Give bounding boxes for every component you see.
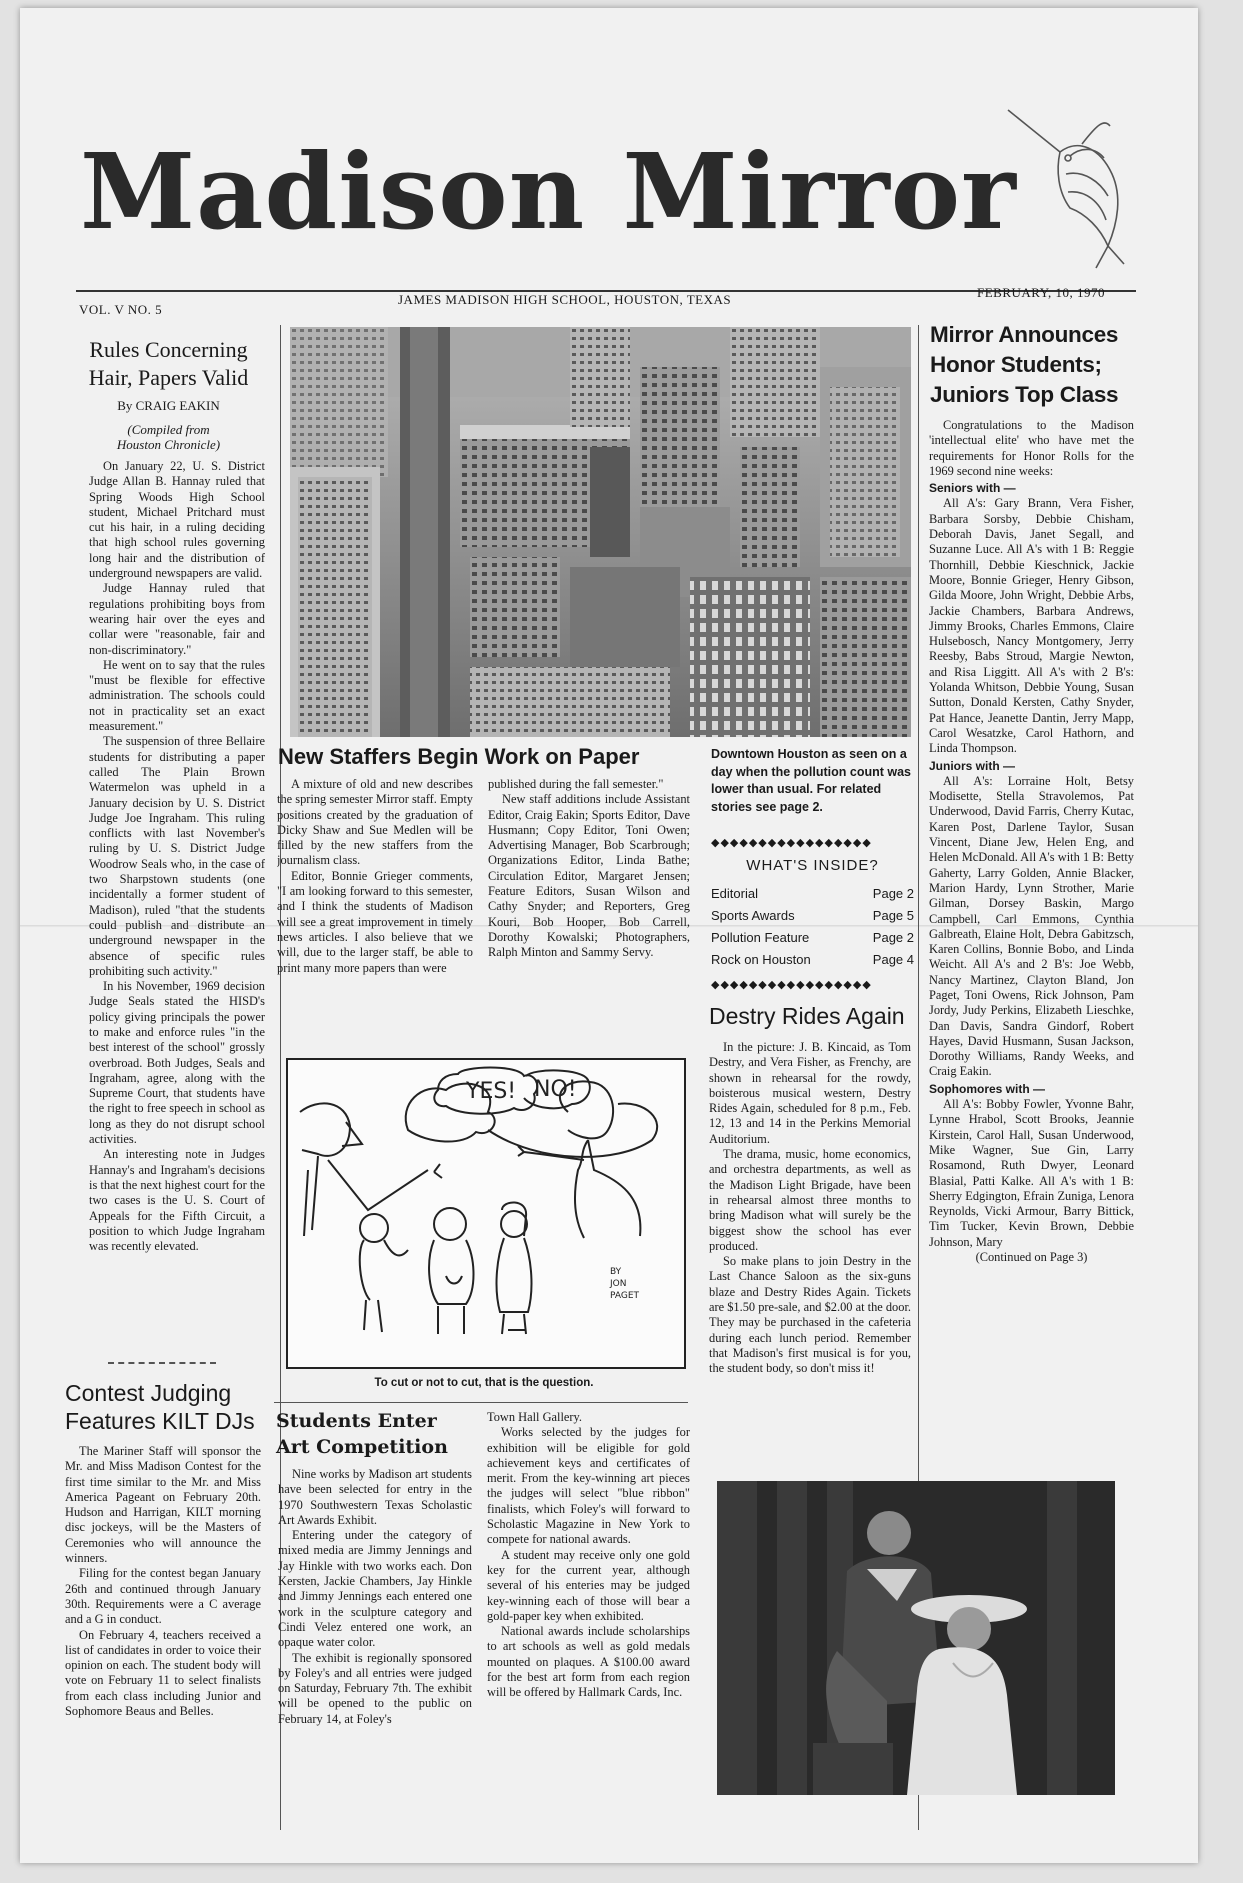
whats-inside-list: [711, 883, 914, 971]
paragraph: In his November, 1969 decision Judge Seals stated the HISD's policy giving principals the power to make and enforce rules "in the best interest of the school" grossly overbroad. Both Judges, Seals and Ingraham, agree, along with the Supreme Court, that students have the right to free speech in school as long as they do not disrupt school activities.: [89, 979, 265, 1147]
inside-item-label: Pollution Feature: [711, 930, 810, 945]
masthead-title: Madison Mirror: [80, 130, 1017, 253]
paragraph: Works selected by the judges for exhibition will be eligible for gold achievement keys and certificates of merit. From the key-winning art pieces the judges will select "blue ribbon" finalists, which Foley's will forward to Scholastic Magazine in New York to compete for national awards.: [487, 1425, 690, 1547]
inside-item: [711, 883, 914, 905]
paragraph: All A's: Bobby Fowler, Yvonne Bahr, Lynne Hrabol, Scott Brooks, Jeannie Kirstein, Carol Hall, Susan Underwood, Mike Wagner, Sue Gin, Larry Rosamond, Ruth Dwyer, Leonard Blasial, Patti Kalke. All A's with 1 B: Sherry Edgington, Efrain Zuniga, Lenora Reynolds, Vicki Armour, Barry Bittick, Tim Tucker, Kevin Brown, Debbie Johnson, Mary: [929, 1097, 1134, 1249]
rules-story-body: [89, 459, 265, 1339]
headline-rules-line1: Rules Concerning: [89, 337, 248, 362]
headline-honor-line3: Juniors Top Class: [930, 382, 1119, 407]
inside-item: [711, 905, 914, 927]
headline-destry: Destry Rides Again: [709, 1003, 905, 1029]
juniors-label: Juniors with —: [929, 758, 1016, 773]
continued-note: (Continued on Page 3): [975, 1250, 1088, 1265]
cartoon-bubble-yes: YES!: [466, 1079, 517, 1104]
paragraph: published during the fall semester.": [488, 777, 664, 791]
paragraph: National awards include scholarships to art schools as well as gold medals mounted on plaques. A $100.00 award for the best art form from each region will be offered by Hallmark Cards, Inc.: [487, 1624, 690, 1700]
headline-contest-line2: Features KILT DJs: [65, 1408, 255, 1434]
art-col2: [487, 1410, 690, 1800]
inside-item-page: Page 4: [872, 952, 914, 967]
dot-divider: ◆◆◆◆◆◆◆◆◆◆◆◆◆◆◆◆◆: [711, 979, 872, 991]
cartoon-rule: [274, 1402, 688, 1403]
cartoon-signature: BY: [610, 1267, 622, 1277]
cartoon-bubble-no: NO!: [534, 1077, 577, 1102]
headline-rules-line2: Hair, Papers Valid: [88, 365, 249, 390]
paragraph: Filing for the contest began January 26th and continued through January 30th. Requirements were a C average and a G in conduct.: [65, 1566, 261, 1627]
contest-story-body: [65, 1444, 261, 1834]
inside-item-page: Page 2: [872, 930, 914, 945]
inside-item: [711, 927, 914, 949]
paragraph: The suspension of three Bellaire students for distributing a paper called The Plain Brown Watermelon was upheld in a January decision by U. S. District Judge Joe Ingraham. This ruling conflicts with last November's ruling by U. S. District Judge Woodrow Seals who, in the case of two Sharpstown students (one incidentally a former student of Madison), ruled "that the students could publish and distribute an underground newspaper in the absence of specific rules prohibiting such activity.": [89, 734, 265, 978]
paragraph: Judge Hannay ruled that regulations prohibiting boys from wearing hair over the eyes and collar were "reasonable, fair and non-discriminatory.": [89, 581, 265, 657]
dot-divider: ◆◆◆◆◆◆◆◆◆◆◆◆◆◆◆◆◆: [711, 837, 872, 849]
cartoon-signature: JON: [610, 1279, 627, 1289]
headline-art-line1: Students Enter: [276, 1410, 437, 1432]
inside-item-page: Page 2: [872, 886, 914, 901]
source-note: (Compiled from: [127, 422, 210, 437]
staffers-col2: [488, 777, 690, 1031]
cartoon-signature: PAGET: [610, 1291, 640, 1301]
paragraph: A mixture of old and new describes the spring semester Mirror staff. Empty positions created by the graduation of Dicky Shaw and Sue Medlen will be filled by the new staffers from the journalism class.: [277, 777, 473, 868]
marlin-icon: [1000, 96, 1130, 276]
paragraph: New staff additions include Assistant Editor, Craig Eakin; Sports Editor, Dave Husmann; Copy Editor, Toni Owen; Advertising Manager, Bob Scarbrough; Organizations Editor, Linda Bathe; Circulation Editor, Margaret Jensen; Feature Editors, Susan Wilson and Cathy Snyder; and Reporters, Greg Kouri, Bob Hooper, Bob Carrell, Dorothy Kowalski; Photographers, Ralph Minton and Sammy Servy.: [488, 792, 690, 960]
paragraph: He went on to say that the rules "must be flexible for effective administration. The schools could not in practicality set an exact measurement.": [89, 657, 265, 734]
downtown-houston-photo: [290, 327, 911, 737]
inside-item-label: Sports Awards: [711, 908, 795, 923]
inside-item-label: Rock on Houston: [711, 952, 811, 967]
byline: By CRAIG EAKIN: [117, 398, 220, 413]
photo-caption: Downtown Houston as seen on a day when the pollution count was lower than usual. For related stories see page 2.: [711, 747, 912, 814]
school-name: JAMES MADISON HIGH SCHOOL, HOUSTON, TEXAS: [398, 292, 732, 307]
paragraph: So make plans to join Destry in the Last Chance Saloon as the six-guns blaze and Destry Rides Again. Tickets are $1.50 pre-sale, and $2.00 at the door. They may be purchased in the cafeteria during each lunch period. Remember that Madison's first musical is for you, the student body, so don't miss it!: [709, 1254, 911, 1376]
art-col1: [278, 1467, 472, 1797]
paragraph: The Mariner Staff will sponsor the Mr. and Miss Madison Contest for the first time similar to the Mr. and Miss America Pageant on February 20th. Hudson and Harrigan, KILT morning disc jockeys, will be the Masters of Ceremonies who will announce the winners.: [65, 1444, 261, 1566]
editorial-cartoon: [286, 1058, 686, 1369]
cartoon-drawing: [288, 1060, 684, 1367]
paragraph: The drama, music, home economics, and orchestra departments, as well as the Madison Light Brigade, have been in rehearsal almost three months to bring Madison what will surely be the biggest show the school has ever produced.: [709, 1147, 911, 1253]
destry-rehearsal-photo: [717, 1481, 1115, 1795]
headline-staffers: New Staffers Begin Work on Paper: [278, 744, 640, 769]
seniors-label: Seniors with —: [929, 481, 1016, 496]
inside-item-page: Page 5: [872, 908, 914, 923]
honor-story-body: [929, 418, 1134, 1478]
headline-honor-line2: Honor Students;: [930, 352, 1102, 377]
cartoon-caption: To cut or not to cut, that is the question.: [374, 1377, 594, 1389]
issue-date: FEBRUARY, 10, 1970: [977, 285, 1105, 300]
paragraph: All A's: Lorraine Holt, Betsy Modisette, Stella Stravolemos, Pat Underwood, David Farris, Cherry Kutac, Karen Post, Darlene Taylor, Susan Vincent, Diane Jew, Helen Eng, and Helen McDonald. All A's with 1 B: Betty Gaherty, Larry Golden, Annie Blacker, Marion Hardy, Lynn Strother, Marie Gilman, Dorsey Baskin, Margo Campbell, Carl Emmons, Cynthia Galbreath, Elaine Holt, Debra Gabitzsch, Karen Collins, Bonnie Bobo, and Linda Weicht. All A's and 2 B's: Joe Webb, Nancy Martinez, Clayton Bland, Jon Paget, Toni Owens, Rick Johnson, Pam Jordy, Judy Perkins, Elizabeth Lieschke, Dan Davis, Sandra Gindorf, Robert Hayes, David Husmann, Susan Jackson, Dorothy Williams, Randy Weeks, and Craig Eakin.: [929, 773, 1134, 1079]
headline-contest-line1: Contest Judging: [65, 1380, 232, 1406]
paragraph: The exhibit is regionally sponsored by Foley's and all entries were judged on Saturday, February 7th. The exhibit will be opened to the public on February 14, at Foley's: [278, 1650, 472, 1726]
volume-number: VOL. V NO. 5: [79, 302, 163, 317]
inside-item-label: Editorial: [711, 886, 758, 901]
dash-divider: [108, 1362, 216, 1364]
paragraph: All A's: Gary Brann, Vera Fisher, Barbara Sorsby, Debbie Chisham, Deborah Davis, Janet Segall, and Suzanne Luce. All A's with 1 B: Reggie Thornhill, Debbie Kieschnick, Jackie Moore, Bonnie Grieger, Henry Gibson, Gilda Moore, John Wright, Debbie Arbs, Jackie Chambers, Barbara Andrews, Jimmy Brooks, Charles Emmons, Claire Hulsebosch, Nancy Montgomery, Jerry Reesby, Babs Stroud, Margie Newton, and Risa Liggitt. All A's with 2 B's: Yolanda Whitson, Debbie Young, Susan Sutton, Donald Kersten, Cathy Snyder, Pat Hance, Jeanette Dantin, Jerry Mapp, Carol Wesatzke, Carol Hathorn, and Linda Thompson.: [929, 496, 1134, 756]
paragraph: Town Hall Gallery.: [487, 1410, 583, 1424]
paragraph: A student may receive only one gold key for the current year, although several of his enteries may be judged key-winning each of those will bear a gold-paper key when exhibited.: [487, 1547, 690, 1623]
headline-honor-line1: Mirror Announces: [930, 322, 1119, 347]
paragraph: An interesting note in Judges Hannay's and Ingraham's decisions is that the next highest court for the two cases is the U. S. Court of Appeals for the Fifth Circuit, a position to which Judge Ingraham was recently elevated.: [89, 1147, 265, 1254]
paragraph: Nine works by Madison art students have been selected for entry in the 1970 Southwestern Texas Scholastic Art Awards Exhibit.: [278, 1467, 472, 1527]
headline-art-line2: Art Competition: [276, 1436, 448, 1458]
paragraph: Congratulations to the Madison 'intellectual elite' who have met the requirements for Honor Rolls for the 1969 second nine weeks:: [929, 418, 1134, 478]
paragraph: Editor, Bonnie Grieger comments, "I am looking forward to this semester, and I think the students of Madison will see a great improvement in timely news articles. I also believe that we will, due to the larger staff, be able to print many more papers than were: [277, 868, 473, 975]
paragraph: In the picture: J. B. Kincaid, as Tom Destry, and Vera Fisher, as Frenchy, are shown in rehearsal for the rowdy, boisterous musical western, Destry Rides Again, scheduled for 8 p.m., Feb. 12, 13 and 14 in the Perkins Memorial Auditorium.: [709, 1040, 911, 1146]
paragraph: On January 22, U. S. District Judge Allan B. Hannay ruled that Spring Woods High School student, Michael Pritchard must cut his hair, in a ruling deciding that high school rules governing long hair and the distribution of underground newspapers are valid.: [89, 459, 265, 581]
inside-item: [711, 949, 914, 971]
destry-story-body: [709, 1040, 911, 1472]
staffers-col1: [277, 777, 473, 1031]
paragraph: On February 4, teachers received a list of candidates in order to voice their opinion on each. The student body will vote on February 11 to select finalists from each class including Junior and Sophomore Beaus and Belles.: [65, 1627, 261, 1719]
sophomores-label: Sophomores with —: [929, 1081, 1046, 1096]
source-note: Houston Chronicle): [116, 437, 221, 452]
paragraph: Entering under the category of mixed media are Jimmy Jennings and Jay Hinkle with two works each. Don Kersten, Jackie Chambers, Jay Hinkle and Jimmy Jennings each entered one work in the sculpture category and Cindi Velez entered one work, an opaque water color.: [278, 1528, 472, 1650]
whats-inside-title: WHAT'S INSIDE?: [746, 857, 879, 874]
